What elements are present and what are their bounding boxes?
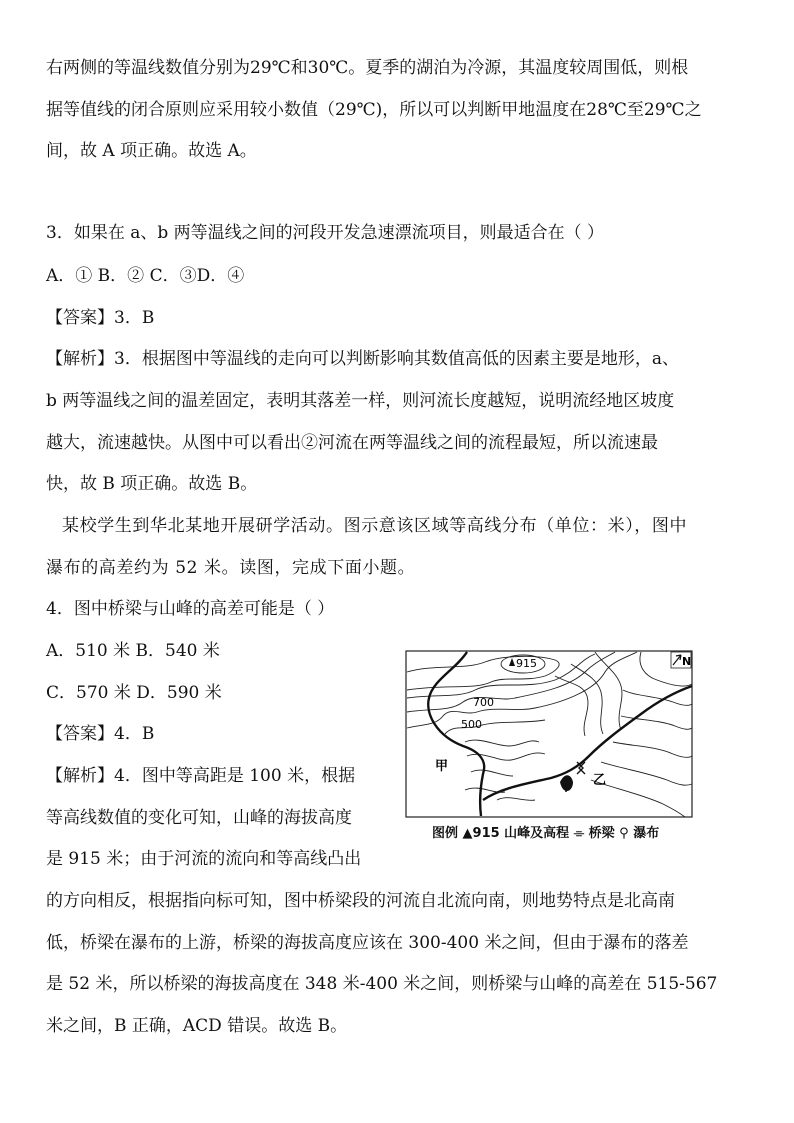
contour-label-700: 700: [473, 696, 494, 709]
question-4-explanation: 是 915 米；由于河流的流向和等高线凸出: [46, 849, 362, 869]
question-3-explanation: 【解析】3．根据图中等温线的走向可以判断影响其数值高低的因素主要是地形，a、: [46, 349, 679, 369]
place-yi: 乙: [593, 773, 607, 788]
question-4-explanation: 低，桥梁在瀑布的上游，桥梁的海拔高度应该在 300-400 米之间，但由于瀑布的落差: [46, 933, 689, 953]
contour-map-figure: [405, 650, 693, 818]
question-3-explanation: b 两等温线之间的温差固定，表明其落差一样，则河流长度越短，说明流经地区坡度: [46, 391, 675, 411]
question-3-answer: 【答案】3．B: [46, 308, 155, 328]
place-jia: 甲: [435, 759, 449, 774]
contour-label-500: 500: [461, 718, 482, 731]
text-line: 据等值线的闭合原则应采用较小数值（29℃)，所以可以判断甲地温度在28℃至29℃之: [46, 100, 702, 120]
material-intro: 某校学生到华北某地开展研学活动。图示意该区域等高线分布（单位：米），图中: [62, 516, 688, 536]
question-4-answer: 【答案】4．B: [46, 724, 155, 744]
question-4-explanation: 的方向相反，根据指向标可知，图中桥梁段的河流自北流向南，则地势特点是北高南: [46, 891, 675, 911]
map-legend: 图例 ▲915 山峰及高程 ⌯ 桥梁 ⚲ 瀑布: [432, 826, 660, 841]
question-4-explanation: 米之间，B 正确，ACD 错误。故选 B。: [46, 1016, 348, 1036]
question-3-explanation: 快，故 B 项正确。故选 B。: [46, 474, 258, 494]
text-line: 右两侧的等温线数值分别为29℃和30℃。夏季的湖泊为冷源，其温度较周围低，则根: [46, 58, 689, 78]
question-3-explanation: 越大，流速越快。从图中可以看出②河流在两等温线之间的流程最短，所以流速最: [46, 433, 658, 453]
text-line: 间，故 A 项正确。故选 A。: [46, 141, 257, 161]
question-4: 4．图中桥梁与山峰的高差可能是（ ）: [46, 599, 335, 619]
question-4-options: A．510 米 B．540 米: [46, 641, 220, 661]
question-4-explanation: 【解析】4．图中等高距是 100 米，根据: [46, 766, 356, 786]
question-4-explanation: 是 52 米，所以桥梁的海拔高度在 348 米-400 米之间，则桥梁与山峰的高差在 515-567: [46, 974, 718, 994]
question-4-options: C．570 米 D．590 米: [46, 683, 222, 703]
question-3: 3．如果在 a、b 两等温线之间的河段开发急速漂流项目，则最适合在（ ）: [46, 223, 605, 243]
north-label: N: [682, 655, 692, 668]
peak-label: 915: [516, 657, 537, 670]
question-3-options: A．① B．② C．③D．④: [46, 266, 245, 286]
material-intro: 瀑布的高差约为 52 米。读图，完成下面小题。: [46, 558, 416, 578]
question-4-explanation: 等高线数值的变化可知，山峰的海拔高度: [46, 808, 352, 828]
contour-map: [405, 650, 693, 818]
